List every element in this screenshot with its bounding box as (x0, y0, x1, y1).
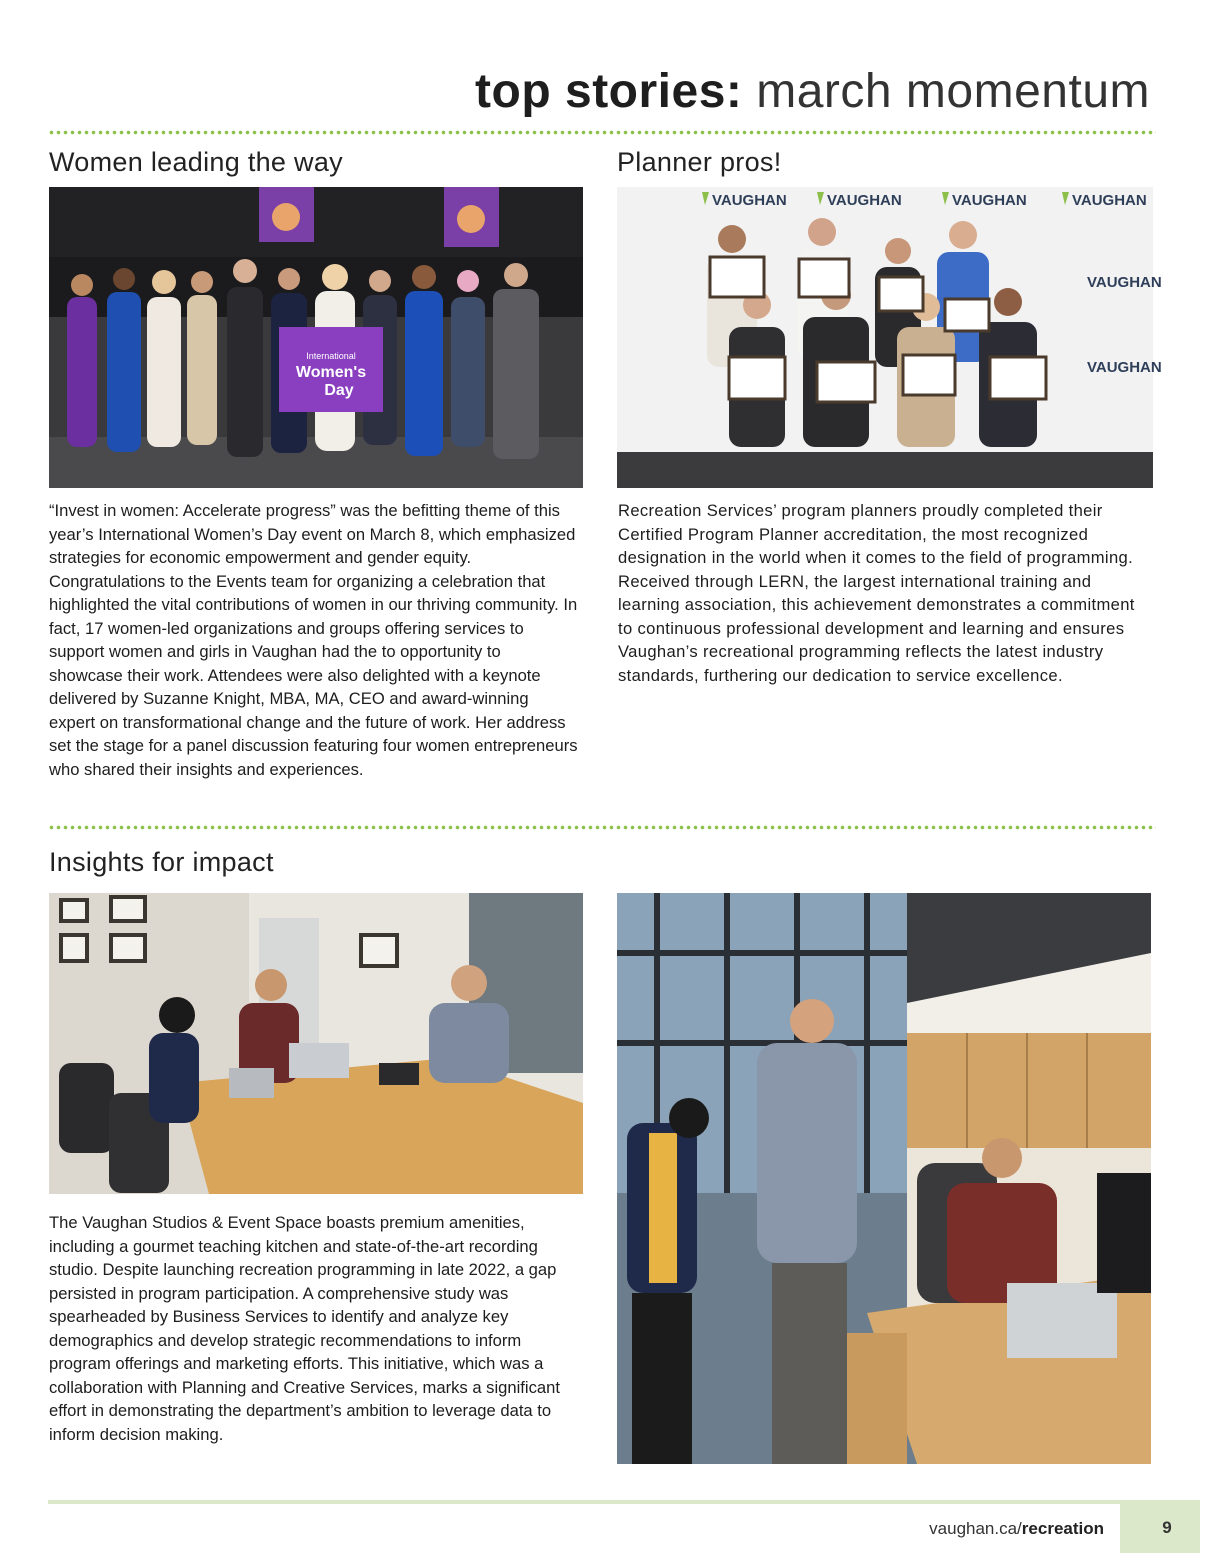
page-title-light: march momentum (756, 65, 1150, 118)
womens-day-group-photo (49, 187, 583, 488)
sign-line-3: Day (324, 382, 354, 399)
planner-story-heading: Planner pros! (617, 147, 782, 177)
page-title (475, 62, 1150, 122)
planner-group-photo (617, 187, 1162, 488)
women-story-heading: Women leading the way (49, 147, 343, 177)
page-number: 9 (1162, 1518, 1172, 1537)
office-desk-photo (617, 893, 1151, 1464)
footer-url-bold: recreation (1021, 1519, 1104, 1538)
sign-line-2: Women's (295, 364, 367, 381)
backdrop-logo: VAUGHAN (712, 192, 787, 209)
backdrop-logo: VAUGHAN (1087, 359, 1162, 376)
footer-rule (48, 1500, 1200, 1504)
women-story-body: “Invest in women: Accelerate progress” was the befitting theme of this year’s International Women’s Day event on March 8, which emphasized strategies for economic empowerment and gender equity. Congratulations to the Events team for organizing a celebration that highlighted the vital contributions of women in our thriving community. In fact, 17 women-led organizations and groups offering services to support women and girls in Vaughan had the to opportunity to showcase their work. Attendees were also delighted with a keynote delivered by Suzanne Knight, MBA, MA, CEO and award-winning expert on transformational change and the future of work. Her address set the stage for a panel discussion featuring four women entrepreneurs who shared their insights and experiences. (49, 501, 578, 779)
footer-url[interactable] (929, 1518, 1104, 1540)
meeting-room-photo (49, 893, 583, 1194)
dotted-divider-middle (48, 825, 1156, 830)
planner-story-body: Recreation Services’ program planners proudly completed their Certified Program Planner accreditation, the most recognized designation in the world when it comes to the field of programming. Received through LERN, the largest international training and learning association, this achievement demonstrates a commitment to continuous professional development and learning and ensures Vaughan’s recreational programming reflects the latest industry standards, furthering our dedication to service excellence. (618, 501, 1135, 685)
backdrop-logo: VAUGHAN (827, 192, 902, 209)
dotted-divider-top (48, 130, 1156, 135)
backdrop-logo: VAUGHAN (952, 192, 1027, 209)
sign-line-1: International (306, 351, 356, 361)
page-title-bold: top stories: (475, 65, 743, 118)
footer-url-prefix: vaughan.ca/ (929, 1519, 1022, 1538)
insights-story-heading: Insights for impact (49, 847, 274, 877)
backdrop-logo: VAUGHAN (1087, 274, 1162, 291)
insights-story-body: The Vaughan Studios & Event Space boasts premium amenities, including a gourmet teaching kitchen and state-of-the-art recording studio. Despite launching recreation programming in late 2022, a gap persisted in program participation. A comprehensive study was spearheaded by Business Services to identify and analyze key demographics and develop strategic recommendations to inform program offerings and marketing efforts. This initiative, which was a collaboration with Planning and Creative Services, marks a significant effort in demonstrating the department’s ambition to leverage data to inform decision making. (49, 1213, 560, 1444)
backdrop-logo: VAUGHAN (1072, 192, 1147, 209)
